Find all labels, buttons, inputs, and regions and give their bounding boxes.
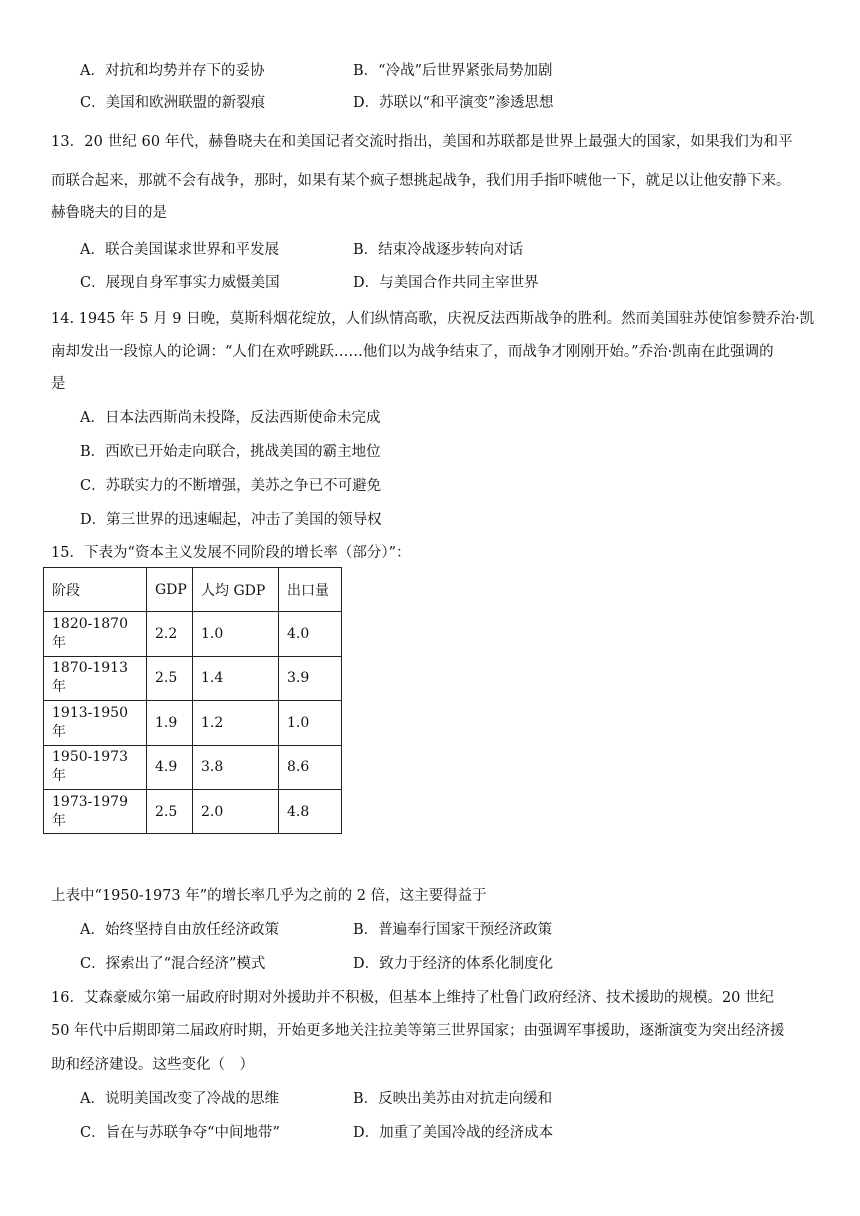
table-row <box>44 701 342 745</box>
q13-stem-line1: 13．20 世纪 60 年代，赫鲁晓夫在和美国记者交流时指出，美国和苏联都是世界上最强大的国家，如果我们为和平 <box>51 134 793 150</box>
table-cell: 1913-1950 年 <box>44 701 147 745</box>
q13-stem-line3: 赫鲁晓夫的目的是 <box>51 205 167 221</box>
table-cell: 4.8 <box>279 789 342 833</box>
q16-stem-line3: 助和经济建设。这些变化（ ） <box>51 1057 254 1073</box>
table-cell: 4.0 <box>279 612 342 656</box>
q12-option-b: B．“冷战”后世界紧张局势加剧 <box>353 63 553 79</box>
table-header-row <box>44 568 342 612</box>
q12-option-d: D．苏联以“和平演变”渗透思想 <box>353 95 554 111</box>
q14-option-d: D．第三世界的迅速崛起，冲击了美国的领导权 <box>80 512 382 528</box>
table-header-cell: GDP <box>147 568 193 612</box>
table-cell: 1.9 <box>147 701 193 745</box>
q14-option-a: A．日本法西斯尚未投降，反法西斯使命未完成 <box>80 410 381 426</box>
growth-rate-table <box>43 567 342 834</box>
table-cell: 2.2 <box>147 612 193 656</box>
q14-option-c: C．苏联实力的不断增强，美苏之争已不可避免 <box>80 478 382 494</box>
q16-option-a: A．说明美国改变了冷战的思维 <box>80 1091 279 1107</box>
table-cell: 1.0 <box>193 612 279 656</box>
q15-intro: 15．下表为“资本主义发展不同阶段的增长率（部分）”： <box>51 545 411 561</box>
q15-option-c: C．探索出了“混合经济”模式 <box>80 956 266 972</box>
q13-option-d: D．与美国合作共同主宰世界 <box>353 275 539 291</box>
q16-option-b: B．反映出美苏由对抗走向缓和 <box>353 1091 553 1107</box>
table-cell: 2.0 <box>193 789 279 833</box>
table-cell: 3.9 <box>279 656 342 700</box>
table-row <box>44 789 342 833</box>
q14-stem-line2: 南却发出一段惊人的论调：“人们在欢呼跳跃……他们以为战争结束了，而战争才刚刚开始。”乔治·凯南在此强调的 <box>51 344 774 360</box>
table-cell: 1870-1913 年 <box>44 656 147 700</box>
table-cell: 4.9 <box>147 745 193 789</box>
q13-option-b: B．结束冷战逐步转向对话 <box>353 242 524 258</box>
q14-option-b: B．西欧已开始走向联合，挑战美国的霸主地位 <box>80 444 381 460</box>
q13-option-c: C．展现自身军事实力威慑美国 <box>80 275 280 291</box>
q13-option-a: A．联合美国谋求世界和平发展 <box>80 242 279 258</box>
q15-option-d: D．致力于经济的体系化制度化 <box>353 956 554 972</box>
table-cell: 8.6 <box>279 745 342 789</box>
table-cell: 1.0 <box>279 701 342 745</box>
q14-stem-line3: 是 <box>51 376 66 392</box>
table-cell: 1.2 <box>193 701 279 745</box>
q12-option-c: C．美国和欧洲联盟的新裂痕 <box>80 95 266 111</box>
table-row <box>44 745 342 789</box>
q16-option-d: D．加重了美国冷战的经济成本 <box>353 1125 554 1141</box>
table-cell: 1820-1870 年 <box>44 612 147 656</box>
q15-option-a: A．始终坚持自由放任经济政策 <box>80 922 279 938</box>
q16-option-c: C．旨在与苏联争夺“中间地带” <box>80 1125 280 1141</box>
q15-option-b: B．普遍奉行国家干预经济政策 <box>353 922 553 938</box>
table-row <box>44 656 342 700</box>
table-cell: 1973-1979 年 <box>44 789 147 833</box>
table-cell: 1950-1973 年 <box>44 745 147 789</box>
table-cell: 2.5 <box>147 789 193 833</box>
q12-option-a: A．对抗和均势并存下的妥协 <box>80 63 265 79</box>
q16-stem-line2: 50 年代中后期即第二届政府时期，开始更多地关注拉美等第三世界国家；由强调军事援助，逐渐演变为突出经济援 <box>51 1023 785 1039</box>
q14-stem-line1: 14. 1945 年 5 月 9 日晚，莫斯科烟花绽放，人们纵情高歌，庆祝反法西斯战争的胜利。然而美国驻苏使馆参赞乔治·凯 <box>51 311 815 327</box>
table-row <box>44 612 342 656</box>
q16-stem-line1: 16．艾森豪威尔第一届政府时期对外援助并不积极，但基本上维持了杜鲁门政府经济、技术援助的规模。20 世纪 <box>51 990 775 1006</box>
table-header-cell: 阶段 <box>44 568 147 612</box>
table-cell: 2.5 <box>147 656 193 700</box>
q15-stem: 上表中“1950-1973 年”的增长率几乎为之前的 2 倍，这主要得益于 <box>51 888 487 904</box>
table-header-cell: 出口量 <box>279 568 342 612</box>
table-cell: 3.8 <box>193 745 279 789</box>
table-cell: 1.4 <box>193 656 279 700</box>
q13-stem-line2: 而联合起来，那就不会有战争，那时，如果有某个疯子想挑起战争，我们用手指吓唬他一下，就足以让他安静下来。 <box>51 173 791 189</box>
table-header-cell: 人均 GDP <box>193 568 279 612</box>
